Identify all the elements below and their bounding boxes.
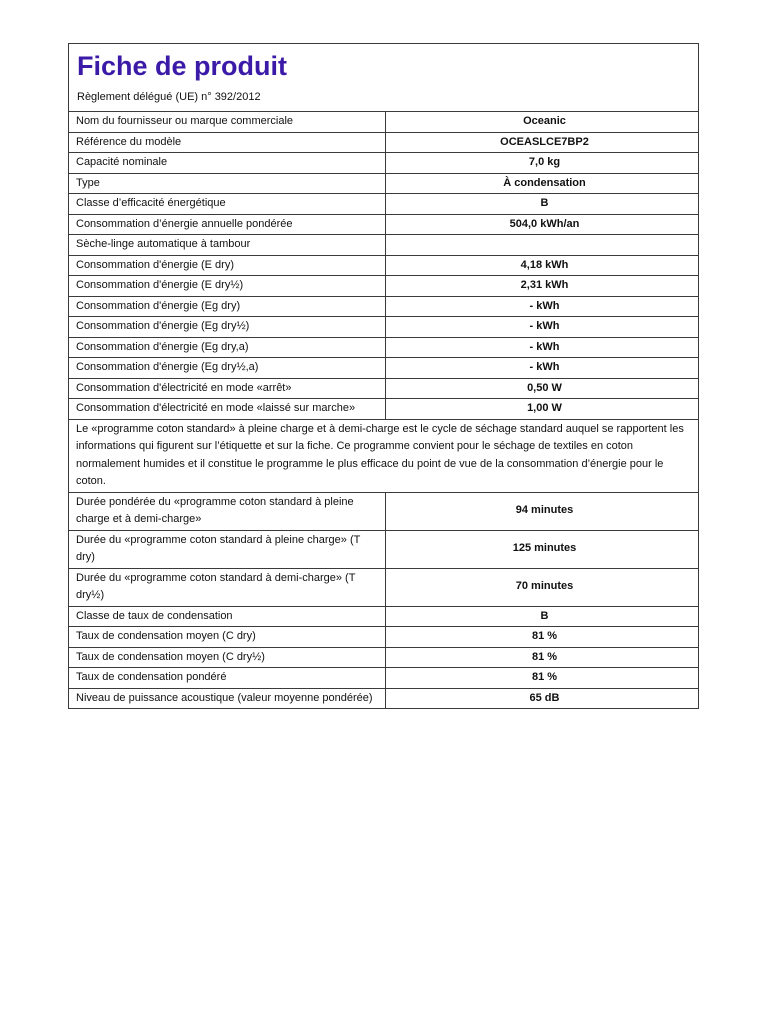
row-value: B bbox=[386, 606, 699, 627]
row-value: 94 minutes bbox=[386, 492, 699, 530]
row-value: 70 minutes bbox=[386, 568, 699, 606]
row-label: Niveau de puissance acoustique (valeur moyenne pondérée) bbox=[69, 688, 386, 708]
table-row bbox=[69, 235, 698, 256]
table-row bbox=[69, 214, 698, 235]
row-value: 504,0 kWh/an bbox=[386, 214, 699, 235]
table-row bbox=[69, 317, 698, 338]
row-label: Durée pondérée du «programme coton standard à pleine charge et à demi-charge» bbox=[69, 492, 386, 530]
table-row bbox=[69, 255, 698, 276]
table-row bbox=[69, 132, 698, 153]
row-label: Consommation d'énergie (E dry) bbox=[69, 255, 386, 276]
row-value bbox=[386, 235, 699, 256]
row-label: Taux de condensation moyen (C dry½) bbox=[69, 647, 386, 668]
row-label: Consommation d'énergie (E dry½) bbox=[69, 276, 386, 297]
row-label: Consommation d'électricité en mode «arrêt» bbox=[69, 378, 386, 399]
table-row bbox=[69, 492, 698, 530]
row-label: Consommation d'énergie (Eg dry½,a) bbox=[69, 358, 386, 379]
regulation-reference: Règlement délégué (UE) n° 392/2012 bbox=[77, 91, 261, 103]
table-row bbox=[69, 194, 698, 215]
table-row bbox=[69, 627, 698, 648]
row-label: Consommation d'électricité en mode «laissé sur marche» bbox=[69, 399, 386, 420]
standard-program-note: Le «programme coton standard» à pleine charge et à demi-charge est le cycle de séchage standard auquel se rapportent les informations qui figurent sur l’étiquette et sur la fiche. Ce programme convient pour le séchage de textiles en coton normalement humides et il constitue le programme le plus efficace du point de vue de la consommation d’énergie pour le coton. bbox=[69, 419, 698, 492]
row-label: Taux de condensation pondéré bbox=[69, 668, 386, 689]
row-value: 7,0 kg bbox=[386, 153, 699, 174]
table-row bbox=[69, 112, 698, 132]
row-value: 65 dB bbox=[386, 688, 699, 708]
row-value: 0,50 W bbox=[386, 378, 699, 399]
table-row bbox=[69, 173, 698, 194]
row-label: Consommation d'énergie (Eg dry,a) bbox=[69, 337, 386, 358]
table-row bbox=[69, 647, 698, 668]
row-label: Classe de taux de condensation bbox=[69, 606, 386, 627]
row-value: Oceanic bbox=[386, 112, 699, 132]
row-label: Durée du «programme coton standard à pleine charge» (T dry) bbox=[69, 530, 386, 568]
row-label: Nom du fournisseur ou marque commerciale bbox=[76, 115, 294, 127]
row-label: Sèche-linge automatique à tambour bbox=[69, 235, 386, 256]
row-value: - kWh bbox=[386, 296, 699, 317]
table-row bbox=[69, 296, 698, 317]
row-value: 125 minutes bbox=[386, 530, 699, 568]
table-row bbox=[69, 530, 698, 568]
row-value: 81 % bbox=[386, 627, 699, 648]
product-table bbox=[69, 112, 698, 708]
table-row bbox=[69, 668, 698, 689]
row-value: 81 % bbox=[386, 668, 699, 689]
row-value: - kWh bbox=[386, 358, 699, 379]
page-title: Fiche de produit bbox=[77, 51, 288, 81]
row-value: 4,18 kWh bbox=[386, 255, 699, 276]
table-row bbox=[69, 378, 698, 399]
row-label: Consommation d'énergie (Eg dry½) bbox=[69, 317, 386, 338]
row-label: Durée du «programme coton standard à demi-charge» (T dry½) bbox=[69, 568, 386, 606]
row-label: Référence du modèle bbox=[69, 132, 386, 153]
table-row bbox=[69, 153, 698, 174]
product-sheet bbox=[68, 43, 699, 709]
row-label: Consommation d’énergie annuelle pondérée bbox=[69, 214, 386, 235]
row-label: Taux de condensation moyen (C dry) bbox=[69, 627, 386, 648]
row-value: 2,31 kWh bbox=[386, 276, 699, 297]
row-value: 81 % bbox=[386, 647, 699, 668]
table-row bbox=[69, 337, 698, 358]
row-value: B bbox=[386, 194, 699, 215]
row-value: OCEASLCE7BP2 bbox=[386, 132, 699, 153]
table-row bbox=[69, 688, 698, 708]
row-label: Type bbox=[69, 173, 386, 194]
row-value: - kWh bbox=[386, 337, 699, 358]
table-row bbox=[69, 399, 698, 420]
row-label: Classe d’efficacité énergétique bbox=[69, 194, 386, 215]
row-value: - kWh bbox=[386, 317, 699, 338]
row-label: Capacité nominale bbox=[69, 153, 386, 174]
table-row bbox=[69, 276, 698, 297]
table-row bbox=[69, 358, 698, 379]
table-row bbox=[69, 568, 698, 606]
table-row bbox=[69, 606, 698, 627]
row-value: 1,00 W bbox=[386, 399, 699, 420]
row-label: Consommation d'énergie (Eg dry) bbox=[69, 296, 386, 317]
note-row bbox=[69, 419, 698, 492]
row-value: À condensation bbox=[386, 173, 699, 194]
sheet-header bbox=[69, 44, 698, 112]
